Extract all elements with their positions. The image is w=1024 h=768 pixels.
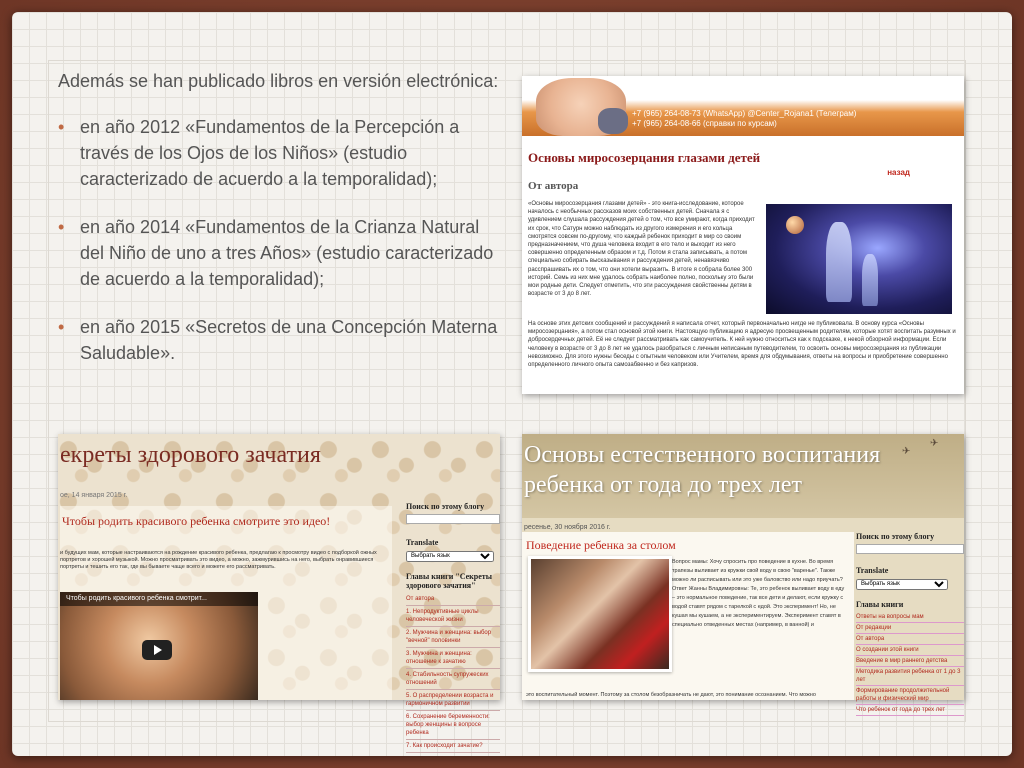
bullet-icon: • [58, 317, 65, 337]
figure-child [862, 254, 878, 306]
play-icon[interactable] [142, 640, 172, 660]
post-date: ресенье, 30 ноября 2016 г. [524, 524, 611, 531]
post-text: Вопрос мамы: Хочу спросить про поведение в кухне. Во время трапезы выливает из кружки свой воду в свою "варенье". Также можно ли расписывать или это уже баловство или надо приучать? Ответ Жанны Владимировны: Те, это ребенок выливает воду в еду – это нормальное поведение, так все дети и делают, если кружку с водой ставят рядом с тарелкой с едой. Это эксперимент! Но, не кушая мы кушаем, а не экспериментируем. Эксперимент ставят в специально отведенных местах (например, в ванной) и [672, 559, 845, 628]
chapter-link[interactable]: Методика развития ребенка от 1 до 3 лет [856, 667, 964, 686]
sidebar [856, 532, 964, 716]
post-title[interactable]: Чтобы родить красивого ребенка смотрите это идео! [62, 514, 331, 528]
intro-text: Además se han publicado libros en versión electrónica: [58, 71, 499, 91]
chapter-link[interactable]: 3. Мужчина и женщина: отношение к зачатию [406, 648, 500, 669]
search-input[interactable] [856, 544, 964, 554]
blog-title[interactable]: Основы естественного воспитания ребенка от года до трех лет [524, 442, 881, 498]
post-text-continued: это воспитательный момент. Поэтому за столом безобразничать не дают, это понимание осознанием. Что можно [526, 692, 816, 698]
chapter-link[interactable]: Формирование продолжительной работы и физический мир [856, 686, 964, 705]
bullet-text: en año 2014 «Fundamentos de la Crianza Natural del Niño de uno a tres Años» (estudio caracterizado de acuerdo a la temporalidad); [80, 217, 494, 289]
bullet-text: en año 2012 «Fundamentos de la Percepción a través de los Ojos de los Niños» (estudio caracterizado de acuerdo a la temporalidad); [80, 117, 460, 189]
bullet-text: en año 2015 «Secretos de una Concepción Materna Saludable». [80, 317, 498, 363]
post-title[interactable]: Поведение ребенка за столом [526, 538, 676, 552]
slide [12, 12, 1012, 756]
chapter-list [856, 612, 964, 716]
chapter-link[interactable]: 6. Сохранение беременности: выбор женщины в вопросе ребенка [406, 711, 500, 740]
language-select[interactable] [856, 579, 948, 590]
back-link[interactable]: назад [887, 168, 910, 177]
post-date: ое, 14 января 2015 г. [60, 492, 128, 499]
book3-screenshot [58, 434, 500, 749]
chapter-link[interactable]: Ответы на вопросы мам [856, 612, 964, 623]
bullet-item [58, 114, 508, 192]
bullet-icon: • [58, 117, 65, 137]
bullet-item [58, 314, 508, 366]
video-embed[interactable] [60, 592, 258, 700]
cosmic-illustration [766, 204, 952, 314]
post-text: и будущих мам, которые настраиваются на рождение красивого ребенка, предлагаю к просмотру видео с подборкой ожных портретов и хорошей музыкой. Можно просматривать это видео, а можно, зажмурившись на него, выбрать онравившиеся портреты и тешить его так, где вы бываете чаще всего и можете его рассматривать. [60, 550, 377, 570]
sidebar [406, 502, 500, 753]
search-label: Поиск по этому блогу [856, 532, 935, 541]
language-select[interactable] [406, 551, 494, 562]
chapters-heading: Главы книги [856, 599, 904, 609]
bird-icon: ✈ [902, 446, 911, 457]
post-photo [528, 556, 672, 672]
video-title[interactable]: Чтобы родить красивого ребенка смотрит... [60, 592, 258, 606]
translate-label: Translate [406, 538, 439, 547]
book-title: Основы миросозерцания глазами детей [528, 150, 761, 165]
bird-icon: ✈ [930, 438, 939, 449]
second-paragraph: На основе этих детских сообщений и рассуждений я написала отчет, который первоначально нигде не публиковала. В основу курса «Основы миросозерцания», а потом стал основой этой книги. Настоящую публикацию я адресую просвещенным родителям, которые хотят воспитать разумных и добросердечных детей. Её не следует рассматривать как самоучитель. К ней нужно относиться как к подсказке, к некой обзорной информации. Если человеку в возрасте от 3 до 8 лет не удалось разобраться с личным неписаным путеводителем, то освоить основы миросозерцания из публикации невозможно. Для этого нужны беседы с опытным человеком или Учителем, время для обдумывания, ответы на вопросы и приобретение совершенно определенного личного опыта самозабвенно и без капризов. [528, 321, 956, 369]
chapter-link[interactable]: От автора [406, 593, 500, 606]
book2-screenshot [522, 434, 964, 713]
contact-info [632, 109, 856, 129]
chapter-list [406, 593, 500, 753]
chapter-link[interactable]: 5. О распределении возраста и гармоничном развитии [406, 690, 500, 711]
bullet-icon: • [58, 217, 65, 237]
planet-shape [786, 216, 804, 234]
site-header [522, 76, 964, 136]
section-heading: От автора [528, 180, 579, 192]
search-label: Поиск по этому блогу [406, 502, 485, 511]
blog-title[interactable]: екреты здорового зачатия [60, 442, 321, 468]
chapter-link[interactable]: Что ребенок от года до трех лет [856, 705, 964, 716]
phone-whatsapp[interactable]: +7 (965) 264-08-73 (WhatsApp) @Center_Rojana1 (Телеграм) [632, 109, 857, 118]
chapter-link[interactable]: От редакции [856, 623, 964, 634]
phone-courses[interactable]: +7 (965) 264-08-66 (справки по курсам) [632, 119, 777, 128]
search-input[interactable] [406, 514, 500, 524]
chapters-heading: Главы книги "Секреты здорового зачатия" [406, 571, 492, 590]
chapter-link[interactable]: От автора [856, 634, 964, 645]
chapter-link[interactable]: 4. Стабильность супружеских отношений [406, 669, 500, 690]
chapter-link[interactable]: Введение в мир раннего детства [856, 656, 964, 667]
slide-text [58, 68, 508, 388]
baby-photo-detail [598, 108, 628, 134]
bullet-item [58, 214, 508, 292]
translate-label: Translate [856, 566, 889, 575]
chapter-link[interactable]: 7. Как происходит зачатие? [406, 740, 500, 753]
chapter-link[interactable]: 2. Мужчина и женщина: выбор "вечной" половинки [406, 627, 500, 648]
intro-paragraph: «Основы миросозерцания глазами детей» - это книга-исследование, которое началось с необычных рассказов моих собственных детей. Сначала я с удивлением слушала рассуждения детей о том, что все умирают, когда приходит их срок, что Сатурн можно наблюдать из другого измерения и его кольца смотрятся совсем по-другому, что каждый ребенок приходит в мир со своим предназначением, что душа человека входит в его тело и выходит из него совершенно определенным образом и т.д. Потом я стала записывать, а потом специально собирать высказывания и рассуждения детей, ненавязчиво расспрашивать их о том, что они хотели выразить. В итоге я собрала более 300 историй. Семь из них мне удалось собрать наиболее полно, поскольку это были мои родные дети. Следует отметить, что эти рассуждения свойственны детям в возрасте от 3 до 8 лет. [528, 201, 755, 298]
figure-woman [826, 222, 852, 302]
chapter-link[interactable]: 1. Непродуктивные циклы человеческой жизни [406, 606, 500, 627]
book1-screenshot [522, 76, 964, 394]
chapter-link[interactable]: О создании этой книги [856, 645, 964, 656]
